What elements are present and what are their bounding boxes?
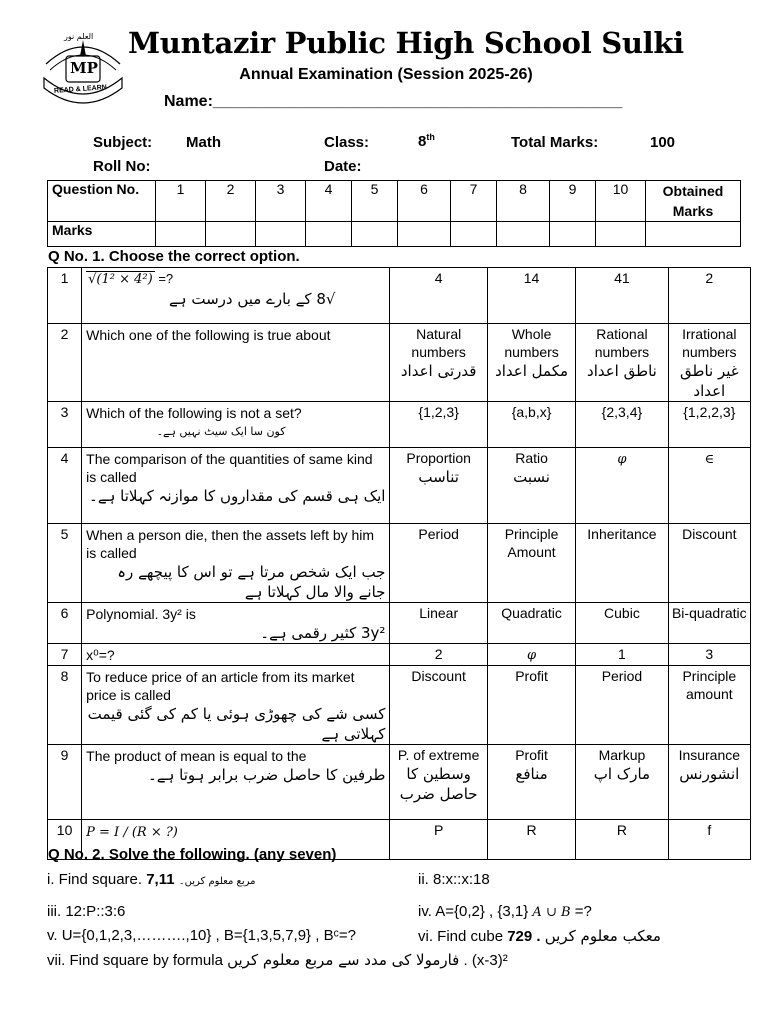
qno-cell: 4 [306,181,352,222]
marks-cell[interactable] [306,222,352,247]
student-name-field: Name:______________________________________________ [164,93,623,110]
class-value: 8th [418,132,435,150]
q-text [82,268,390,324]
q-text: The comparison of the quantities of same kind is called ایک ہی قسم کی مقداروں کا موازنہ کہلاتا ہے۔ [82,448,390,524]
q-number: 5 [48,524,82,603]
marks-cell[interactable] [156,222,206,247]
total-marks-label: Total Marks: [511,134,599,151]
q-number: 9 [48,745,82,820]
marks-cell[interactable] [398,222,451,247]
subject-value: Math [186,134,221,151]
option[interactable]: Proportion تناسب [390,448,487,524]
question-no-header: Question No. [48,181,156,222]
q-number: 10 [48,820,82,860]
sqrt-expression: √(1² × 4²) =? [88,271,174,287]
qno-cell: 6 [398,181,451,222]
phi-symbol: φ [526,648,537,663]
option[interactable]: Quadratic [487,603,575,644]
qno-cell: 3 [256,181,306,222]
q-number: 8 [48,666,82,745]
option[interactable] [668,448,750,524]
qno-cell: 1 [156,181,206,222]
option[interactable]: Discount [668,524,750,603]
option[interactable]: Whole numbers مکمل اعداد [487,324,575,402]
marks-cell[interactable] [256,222,306,247]
q-number: 3 [48,402,82,448]
marks-cell[interactable] [497,222,550,247]
q-number: 7 [48,644,82,666]
q-text: To reduce price of an article from its market price is called کسی شے کی چھوڑی ہوئی یا کم کی گئی قیمت کہلاتی ہے [82,666,390,745]
q2-item-vii: vii. Find square by formula فارمولا کی مدد سے مربع معلوم کریں . (x-3)² [47,951,508,969]
marks-table [47,180,741,247]
q1-title: Q No. 1. Choose the correct option. [48,248,300,265]
q2-item-vi: vi. Find cube 729 . معکب معلوم کریں [418,927,661,945]
option[interactable]: Ratio نسبت [487,448,575,524]
marks-cell[interactable] [451,222,497,247]
q-text: Which of the following is not a set? کون سا ایک سیٹ نہیں ہے۔ [82,402,390,448]
option[interactable]: Rational numbers ناطق اعداد [576,324,668,402]
option[interactable]: Markup مارک اپ [576,745,668,820]
qno-cell: 5 [352,181,398,222]
marks-row-label: Marks [48,222,156,247]
marks-cell[interactable] [206,222,256,247]
marks-cell[interactable] [352,222,398,247]
option[interactable]: R [487,820,575,860]
q-text: Polynomial. 3y² is 3y² کثیر رقمی ہے۔ [82,603,390,644]
class-label: Class: [324,134,370,151]
option[interactable] [487,644,575,666]
q2-item-ii: ii. 8:x::x:18 [418,871,490,888]
option[interactable]: 1 [576,644,668,666]
q-text: Which one of the following is true about [82,324,390,402]
option[interactable]: 2 [668,268,750,324]
option[interactable]: Linear [390,603,487,644]
option[interactable]: 3 [668,644,750,666]
logo-tagline: READ & LEARN [53,84,108,95]
option[interactable]: {1,2,3} [390,402,487,448]
option[interactable]: Natural numbers قدرتی اعداد [390,324,487,402]
option[interactable]: Insurance انشورنس [668,745,750,820]
option[interactable]: 4 [390,268,487,324]
qno-cell: 2 [206,181,256,222]
option[interactable]: Principle amount [668,666,750,745]
option[interactable]: 2 [390,644,487,666]
option[interactable]: Profit منافع [487,745,575,820]
q2-title: Q No. 2. Solve the following. (any seven) [48,846,337,863]
mcq-table [47,267,751,860]
q2-item-v: v. U={0,1,2,3,……….,10} , B={1,3,5,7,9} , Bᶜ=? [47,927,356,944]
option[interactable]: 14 [487,268,575,324]
qno-cell: 8 [497,181,550,222]
option[interactable] [576,448,668,524]
option[interactable]: 41 [576,268,668,324]
option[interactable]: {2,3,4} [576,402,668,448]
date-label: Date: [324,158,362,175]
option[interactable]: Inheritance [576,524,668,603]
option[interactable]: Discount [390,666,487,745]
option[interactable]: {a,b,x} [487,402,575,448]
option[interactable]: Bi-quadratic [668,603,750,644]
phi-symbol: φ [617,452,627,467]
subject-label: Subject: [93,134,153,151]
q-text: The product of mean is equal to the طرفین کا حاصل ضرب برابر ہوتا ہے۔ [82,745,390,820]
option[interactable]: Period [576,666,668,745]
option[interactable]: Principle Amount [487,524,575,603]
qno-cell: 9 [550,181,596,222]
marks-cell[interactable] [550,222,596,247]
q-number: 6 [48,603,82,644]
q-text: x⁰=? [82,644,390,666]
logo-motto: العلم نور [64,32,94,41]
obtained-marks-cell[interactable] [646,222,741,247]
q-number: 1 [48,268,82,324]
option[interactable]: {1,2,2,3} [668,402,750,448]
q2-item-iv: iv. A={0,2} , {3,1} A ∪ B =? [418,903,592,920]
q2-item-i: i. Find square. 7,11 مربع معلوم کریں۔ [47,871,256,888]
qno-cell: 10 [596,181,646,222]
q2-item-iii: iii. 12:P::3:6 [47,903,126,920]
q-number: 2 [48,324,82,402]
option[interactable]: R [576,820,668,860]
q-number: 4 [48,448,82,524]
exam-title: Annual Examination (Session 2025-26) [239,66,533,83]
option[interactable]: Period [390,524,487,603]
school-name: Muntazir Public High School Sulki [128,26,684,60]
option[interactable]: f [668,820,750,860]
option[interactable]: Profit [487,666,575,745]
element-of-symbol: ∈ [704,452,715,467]
option[interactable]: Cubic [576,603,668,644]
interest-formula: P = I / (R × ?) [86,825,178,840]
q-text: When a person die, then the assets left by him is called جب ایک شخص مرتا ہے تو اس کا پیچھے رہ جانے والا مال کہلاتا ہے [82,524,390,603]
roll-no-label: Roll No: [93,158,151,175]
marks-cell[interactable] [596,222,646,247]
option[interactable]: Irrational numbers غیر ناطق اعداد [668,324,750,402]
total-marks-value: 100 [650,134,676,151]
option[interactable]: P [390,820,487,860]
logo-mark: MP [70,59,98,77]
obtained-marks-header: Obtained Marks [646,181,741,222]
option[interactable]: P. of extreme وسطین کا حاصل ضرب [390,745,487,820]
q-urdu: √8 کے بارے میں درست ہے [169,290,336,308]
qno-cell: 7 [451,181,497,222]
